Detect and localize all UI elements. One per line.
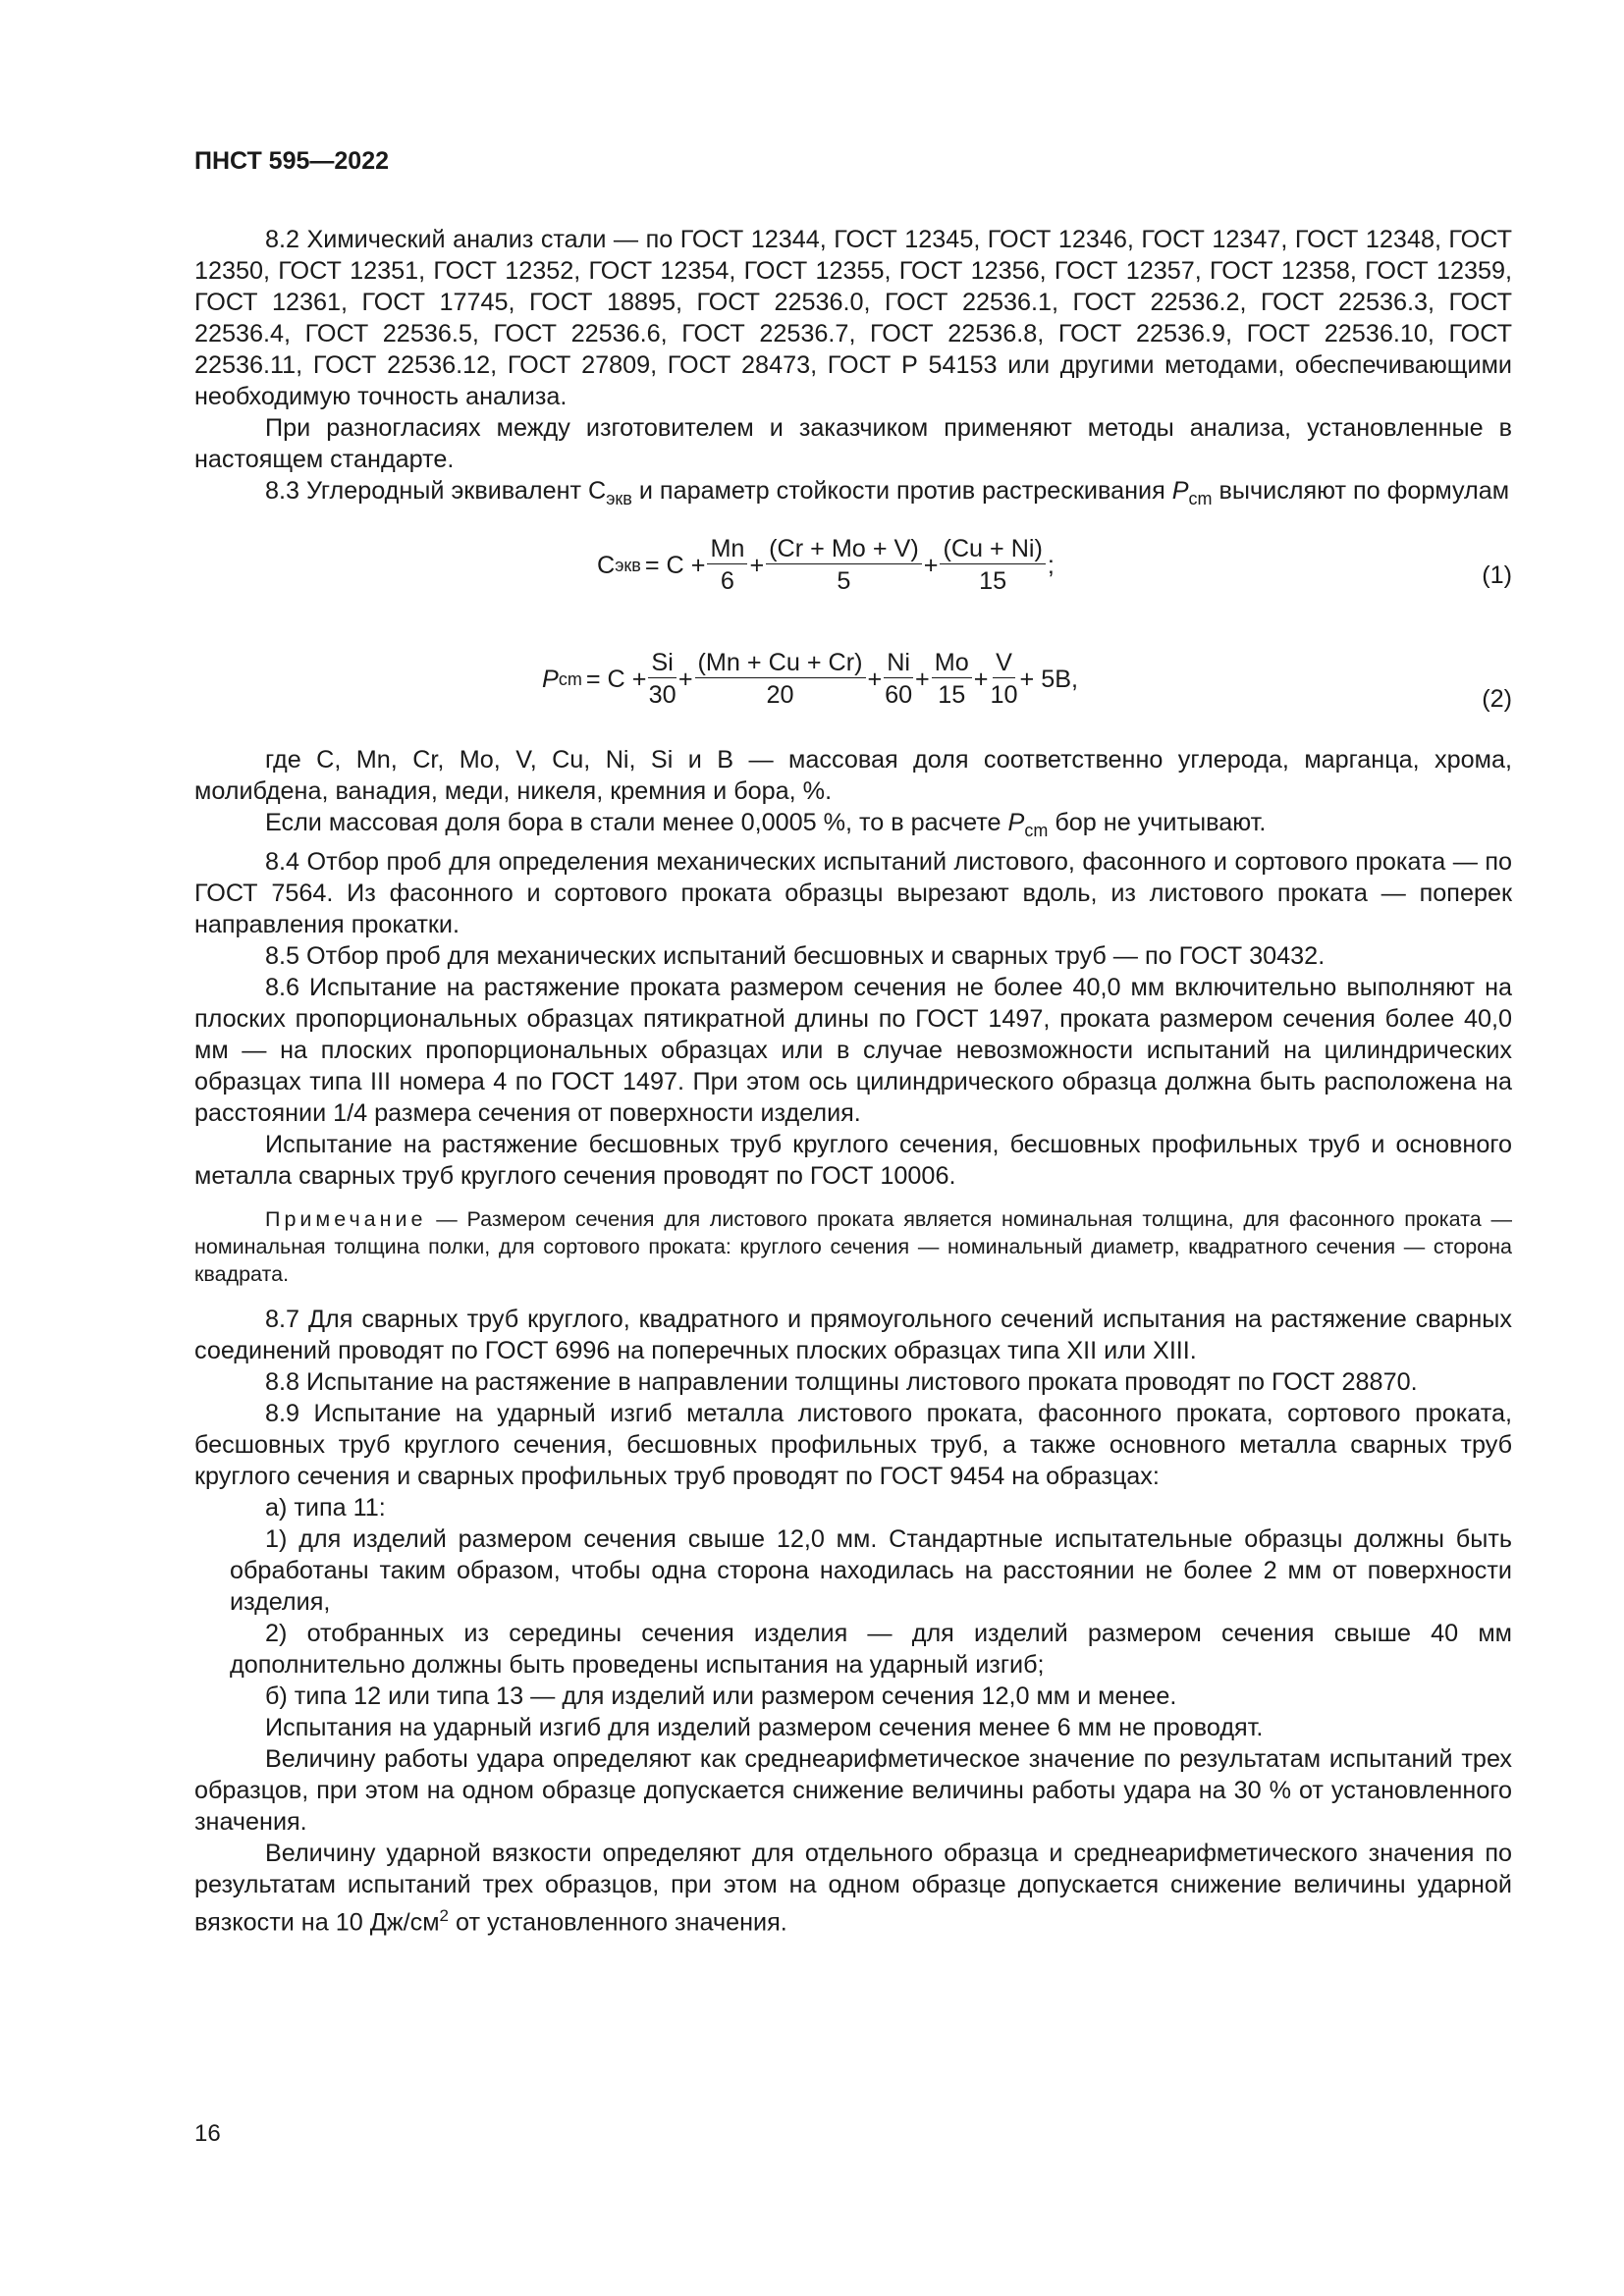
formula-1-number: (1)	[1482, 561, 1512, 589]
para-work: Величину работы удара определяют как среднеарифметическое значение по результатам испытаний трех образцов, при этом на одном образце допускается снижение величины работы удара на 30 % от установленного значения.	[194, 1745, 1512, 1836]
page-number: 16	[194, 2120, 221, 2147]
para-8-2: 8.2 Химический анализ стали — по ГОСТ 12344, ГОСТ 12345, ГОСТ 12346, ГОСТ 12347, ГОСТ 12348, ГОСТ 12350, ГОСТ 12351, ГОСТ 12352, ГОСТ 12354, ГОСТ 12355, ГОСТ 12356, ГОСТ 12357, ГОСТ 12358, ГОСТ 12359, ГОСТ 12361, ГОСТ 17745, ГОСТ 18895, ГОСТ 22536.0, ГОСТ 22536.1, ГОСТ 22536.2, ГОСТ 22536.3, ГОСТ 22536.4, ГОСТ 22536.5, ГОСТ 22536.6, ГОСТ 22536.7, ГОСТ 22536.8, ГОСТ 22536.9, ГОСТ 22536.10, ГОСТ 22536.11, ГОСТ 22536.12, ГОСТ 27809, ГОСТ 28473, ГОСТ Р 54153 или другими методами, обеспечивающими необходимую точность анализа.	[194, 226, 1512, 410]
para-boron: Если массовая доля бора в стали менее 0,0005 %, то в расчете $P_{cm}$ бор не учитывают.	[265, 809, 1267, 840]
formula-2-number: (2)	[1482, 685, 1512, 713]
note: Примечание — Размером сечения для листового проката является номинальная толщина, для фасонного проката — номинальная толщина полки, для сортового проката: круглого сечения — номинальный диаметр, квадратного сечения — сторона квадрата.	[194, 1207, 1512, 1286]
para-8-5: 8.5 Отбор проб для механических испытаний бесшовных и сварных труб — по ГОСТ 30432.	[265, 942, 1326, 970]
document-header: ПНСТ 595—2022	[194, 147, 389, 175]
para-where: где С, Mn, Cr, Mo, V, Cu, Ni, Si и B — массовая доля соответственно углерода, марганца, хрома, молибдена, ванадия, меди, никеля, кремния и бора, %.	[194, 746, 1512, 805]
list-item-a: а) типа 11:	[265, 1494, 386, 1522]
formula-1: С экв = С + $\frac{Mn}{6}$ + $\frac{(Cr + Mo + V)}{5}$ + $\frac{(Cu + Ni)}{15}$ ; (1)	[597, 535, 1512, 595]
para-8-9: 8.9 Испытание на ударный изгиб металла листового проката, фасонного проката, сортового проката, бесшовных труб круглого сечения, бесшовных профильных труб, а также основного металла сварных труб круглого сечения и сварных профильных труб проводят по ГОСТ 9454 на образцах:	[194, 1400, 1512, 1490]
para-8-4: 8.4 Отбор проб для определения механических испытаний листового, фасонного и сортового проката — по ГОСТ 7564. Из фасонного и сортового проката образцы вырезают вдоль, из листового проката — поперек направления прокатки.	[194, 848, 1512, 938]
para-toughness: Величину ударной вязкости определяют для отдельного образца и среднеарифметического значения по результатам испытаний трех образцов, при этом на одном образце допускается снижение величины ударной вязкости на 10 $Дж/см^2$ от установленного значения.	[194, 1840, 1512, 1937]
para-8-3: 8.3 Углеродный эквивалент $С_{экв}$ и параметр стойкости против растрескивания $P_{cm}$ вычисляют по формулам	[265, 477, 1510, 508]
list-item-a2: 2) отобранных из середины сечения изделия — для изделий размером сечения свыше 40 мм дополнительно должны быть проведены испытания на ударный изгиб;	[230, 1620, 1512, 1679]
list-item-a1: 1) для изделий размером сечения свыше 12,0 мм. Стандартные испытательные образцы должны быть обработаны таким образом, чтобы одна сторона находилась на расстоянии не более 2 мм от поверхности изделия,	[230, 1525, 1512, 1616]
list-item-b: б) типа 12 или типа 13 — для изделий или размером сечения 12,0 мм и менее.	[265, 1682, 1177, 1710]
para-8-2-disputes: При разногласиях между изготовителем и заказчиком применяют методы анализа, установленные в настоящем стандарте.	[194, 414, 1512, 473]
page-body	[194, 224, 1512, 1938]
para-8-6-pipes: Испытание на растяжение бесшовных труб круглого сечения, бесшовных профильных труб и основного металла сварных труб круглого сечения проводят по ГОСТ 10006.	[194, 1131, 1512, 1190]
para-8-7: 8.7 Для сварных труб круглого, квадратного и прямоугольного сечений испытания на растяжение сварных соединений проводят по ГОСТ 6996 на поперечных плоских образцах типа XII или XIII.	[194, 1306, 1512, 1364]
para-8-6: 8.6 Испытание на растяжение проката размером сечения не более 40,0 мм включительно выполняют на плоских пропорциональных образцах пятикратной длины по ГОСТ 1497, проката размером сечения более 40,0 мм — на плоских пропорциональных образцах или в случае невозможности испытаний на цилиндрических образцах типа III номера 4 по ГОСТ 1497. При этом ось цилиндрического образца должна быть расположена на расстоянии 1/4 размера сечения от поверхности изделия.	[194, 974, 1512, 1127]
formula-2: P cm = С + $\frac{Si}{30}$ + $\frac{(Mn + Cu + Cr)}{20}$ + $\frac{Ni}{60}$ + $\frac{Mo}{15}$ + $\frac{V}{10}$ + 5B, (2)	[542, 649, 1512, 713]
para-8-8: 8.8 Испытание на растяжение в направлении толщины листового проката проводят по ГОСТ 28870.	[265, 1368, 1418, 1396]
para-impact: Испытания на ударный изгиб для изделий размером сечения менее 6 мм не проводят.	[265, 1714, 1264, 1741]
